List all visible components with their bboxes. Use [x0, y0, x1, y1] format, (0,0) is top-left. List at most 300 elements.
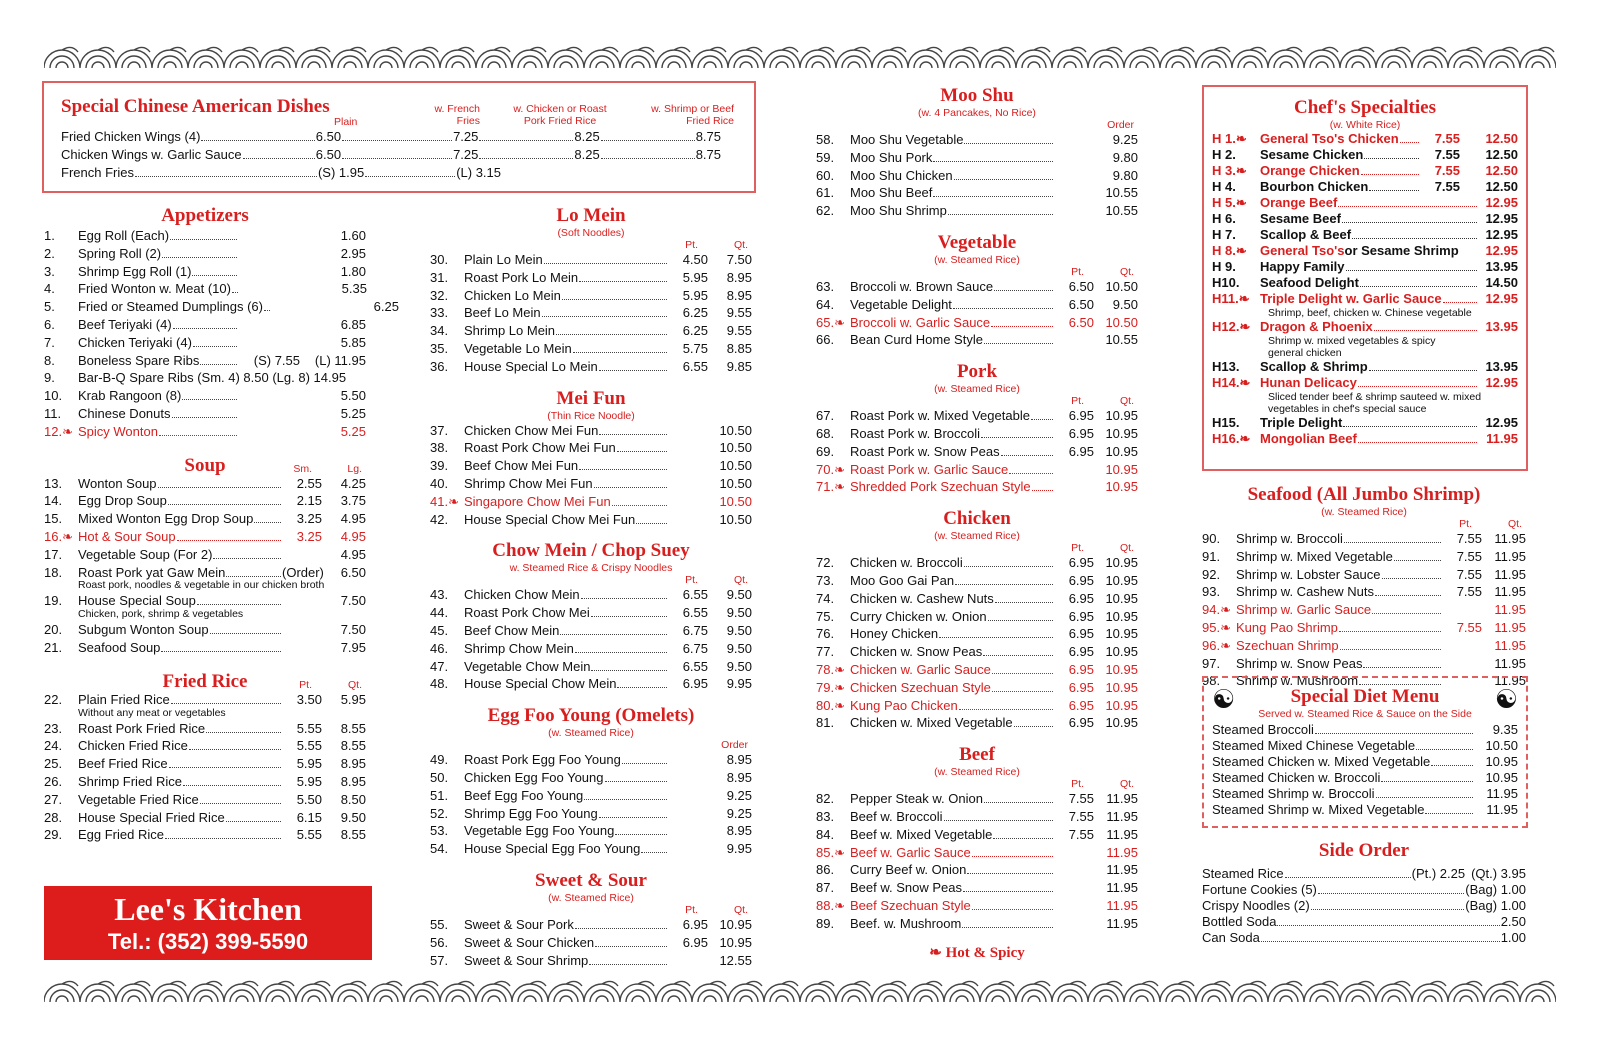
item-price-small: 7.55 [1434, 147, 1460, 162]
diet-item [1212, 786, 1518, 802]
menu-item [430, 586, 752, 604]
dot-leader [1416, 749, 1473, 750]
item-number: 18. [44, 564, 63, 580]
section-title: Moo Shu [940, 85, 1014, 106]
item-price-small: 6.95 [1068, 555, 1094, 571]
menu-item [816, 790, 1138, 808]
price-fries: 7.25 [453, 129, 479, 144]
item-price: 1.80 [340, 263, 366, 279]
item-price: 10.95 [1485, 770, 1518, 785]
item-price: 5.25 [340, 423, 366, 439]
item-list [430, 586, 752, 693]
item-price-small: 7.55 [1434, 179, 1460, 194]
item-name: Shrimp Lo Mein [464, 323, 556, 339]
menu-item [430, 822, 752, 840]
section-title: Pork [956, 361, 998, 383]
item-name: Fried Chicken Wings (4) [61, 129, 201, 144]
item-list [816, 278, 1138, 349]
item-number: H 3.❧ [1212, 163, 1247, 178]
item-name: Roast Pork w. Broccoli [850, 425, 981, 441]
item-number: 83. [816, 808, 835, 824]
price-column-headers [430, 239, 752, 251]
item-name: Chinese Donuts [78, 405, 171, 421]
item-number: 22. [44, 691, 63, 707]
item-name: Hunan Delicacy [1260, 375, 1357, 390]
dot-leader [172, 417, 238, 418]
chef-item [1212, 163, 1518, 179]
item-price: 9.80 [1112, 149, 1138, 165]
item-name: Shrimp Chow Mei Fun [464, 475, 593, 491]
dot-leader [1342, 222, 1477, 223]
item-name: Plain Lo Mein [464, 252, 543, 267]
item-number: 34. [430, 323, 449, 339]
item-number: 73. [816, 572, 835, 588]
item-name: Vegetable Egg Foo Young [464, 823, 615, 839]
dot-leader [1277, 925, 1499, 926]
menu-item [44, 298, 399, 316]
dot-leader [992, 673, 1053, 674]
item-price: 11.95 [1494, 673, 1526, 689]
dot-leader [173, 328, 237, 329]
item-price: 6.50 [340, 564, 366, 580]
item-name: Sweet & Sour Shrimp [464, 952, 589, 968]
item-number: 93. [1202, 584, 1221, 600]
section-subtitle: (w. 4 Pancakes, No Rice) [918, 107, 1036, 119]
item-price-small: 5.95 [296, 756, 322, 772]
price-column-headers [430, 904, 752, 916]
dot-leader [169, 767, 281, 768]
item-number: 47. [430, 658, 449, 674]
item-price: 10.95 [1105, 644, 1138, 660]
item-name: Steamed Rice [1202, 866, 1284, 881]
menu-item [44, 755, 366, 773]
item-name: Bar-B-Q Spare Ribs (Sm. 4) 8.50 (Lg. 8) 14.95 [78, 370, 347, 386]
chili-icon: ❧ [834, 679, 845, 695]
dot-leader [1381, 781, 1473, 782]
item-number: 88.❧ [816, 897, 845, 913]
item-number: 1. [44, 228, 55, 243]
menu-item [430, 916, 752, 934]
item-number: 10. [44, 388, 63, 404]
dot-leader [170, 239, 237, 240]
item-price: 6.85 [340, 316, 366, 332]
price-column-headers [44, 463, 366, 475]
price-column-headers [430, 574, 752, 586]
item-number: 31. [430, 269, 449, 285]
item-price: 10.50 [719, 422, 752, 438]
chef-subtitle: (w. White Rice) [1329, 119, 1401, 131]
menu-item [430, 322, 752, 340]
item-number: H 7. [1212, 227, 1236, 242]
price-header-small: Pt. [1459, 518, 1472, 530]
price-header-large: Qt. [347, 678, 362, 691]
menu-item [816, 131, 1138, 149]
chili-icon: ❧ [1235, 195, 1247, 210]
chili-icon: ❧ [1220, 637, 1231, 653]
item-list [44, 691, 366, 844]
item-number: 12.❧ [44, 423, 73, 439]
item-number: 14. [44, 493, 63, 509]
item-list [1202, 530, 1526, 690]
item-number: 25. [44, 756, 63, 772]
dot-leader [612, 505, 667, 506]
item-name: Shrimp w. Garlic Sauce [1236, 602, 1372, 618]
item-number: 96.❧ [1202, 637, 1231, 653]
item-name: Honey Chicken [850, 626, 939, 642]
item-number: 90. [1202, 531, 1221, 546]
menu-item [816, 554, 1138, 572]
item-name: Szechuan Shrimp [1236, 637, 1339, 653]
item-number: 32. [430, 287, 449, 303]
dot-leader [1369, 190, 1419, 191]
item-number: 95.❧ [1202, 619, 1231, 635]
menu-item [430, 805, 752, 823]
item-price-small: 6.95 [1068, 626, 1094, 642]
item-price: 9.25 [726, 805, 752, 821]
item-name: Beef Teriyaki (4) [78, 316, 172, 332]
dot-leader [589, 964, 667, 965]
dot-leader [972, 856, 1053, 857]
dot-leader [1031, 419, 1053, 420]
item-name: Vegetable Lo Mein [464, 340, 572, 356]
price-plain: 6.50 [315, 146, 342, 162]
dot-leader [984, 802, 1053, 803]
dot-leader [939, 637, 1053, 638]
chili-icon: ❧ [1235, 243, 1247, 258]
item-price: 11.95 [1486, 802, 1518, 817]
menu-item [430, 675, 752, 693]
item-price-small: 5.75 [682, 340, 708, 356]
soup-section [44, 455, 366, 657]
menu-item [44, 510, 366, 528]
menu-item [816, 278, 1138, 296]
section-title: Chow Mein / Chop Suey [492, 540, 690, 562]
item-name: Chicken Teriyaki (4) [78, 334, 192, 350]
dot-leader [1001, 455, 1053, 456]
dot-leader [1346, 270, 1477, 271]
item-price: 12.55 [719, 952, 752, 968]
item-number: 67. [816, 408, 835, 424]
item-price: 8.50 [340, 791, 366, 807]
chili-icon: ❧ [1239, 375, 1251, 390]
menu-item [430, 304, 752, 322]
dot-leader [1338, 206, 1477, 207]
item-price-small: 6.55 [682, 587, 708, 603]
price-header-large: Lg. [347, 462, 362, 475]
item-number: H10. [1212, 275, 1240, 290]
diet-subtitle: Served w. Steamed Rice & Sauce on the Side [1258, 708, 1472, 720]
item-name: Chicken Wings w. Garlic Sauce [61, 146, 242, 162]
chef-item [1212, 375, 1518, 391]
dot-leader [200, 803, 281, 804]
chili-icon: ❧ [1220, 602, 1231, 618]
price-header-large: Order [721, 739, 748, 752]
item-name: Sweet & Sour Chicken [464, 934, 595, 950]
item-name: Beef. w. Mushroom [850, 915, 962, 931]
item-name: Chicken Chow Mei Fun [464, 422, 599, 438]
item-name: Bourbon Chicken [1260, 179, 1369, 194]
price-header-large: Qt. [733, 574, 748, 587]
dot-leader [601, 158, 695, 159]
column-1 [44, 205, 399, 844]
item-number: H 4. [1212, 179, 1236, 194]
chef-figure-icon: ☯ [1212, 684, 1236, 714]
bottom-wave-border [44, 976, 1556, 1004]
item-price: 12.50 [1485, 131, 1518, 146]
item-price-small: 3.25 [296, 511, 322, 527]
dot-leader [991, 326, 1053, 327]
dot-leader [962, 927, 1053, 928]
item-number: 33. [430, 305, 449, 321]
menu-item [44, 316, 366, 334]
price-header-large: Qt. [1119, 542, 1134, 555]
col-rice-header: w. Chicken or Roast Pork Fried Rice [513, 103, 607, 127]
menu-item [816, 167, 1138, 185]
item-name: Triple Delight [1260, 415, 1343, 430]
menu-item [816, 331, 1138, 349]
special-dish-row [61, 128, 737, 146]
price-header-small: Pt. [685, 574, 698, 587]
item-name: Beef Fried Rice [78, 756, 168, 772]
chili-icon: ❧ [1220, 619, 1231, 635]
item-number: H14.❧ [1212, 375, 1251, 390]
dot-leader [171, 703, 281, 704]
item-price: 10.55 [1105, 185, 1138, 201]
section-subtitle: (Soft Noodles) [557, 227, 625, 239]
vegetable-section [816, 232, 1138, 349]
dot-leader [584, 799, 667, 800]
item-price-small: 6.95 [1068, 679, 1094, 695]
item-list [430, 422, 752, 529]
item-price: 10.95 [1105, 608, 1138, 624]
item-list [44, 227, 399, 441]
item-name: Roast Pork Lo Mein [464, 269, 579, 285]
chef-item [1212, 431, 1518, 447]
item-price: (Qt.) 3.95 [1471, 866, 1526, 881]
item-price: 9.50 [726, 587, 752, 603]
chef-specialties-box [1202, 85, 1528, 471]
menu-item [44, 773, 366, 791]
item-number: H 9. [1212, 259, 1236, 274]
item-name: Shrimp Fried Rice [78, 773, 183, 789]
item-name: Chicken Egg Foo Young [464, 769, 604, 785]
item-price: 11.95 [1494, 566, 1526, 582]
dot-leader [1443, 302, 1477, 303]
menu-item [430, 604, 752, 622]
item-number: 81. [816, 715, 835, 731]
dot-leader [1014, 726, 1053, 727]
menu-item [1202, 655, 1526, 673]
french-fries-row [61, 164, 501, 182]
price-column-headers [816, 542, 1138, 554]
item-price: 13.95 [1485, 359, 1518, 374]
item-name: Moo Shu Beef [850, 185, 933, 201]
item-name: Shrimp Chow Mein [464, 640, 574, 656]
dot-leader [560, 634, 667, 635]
restaurant-name: Lee's Kitchen [114, 891, 302, 927]
item-number: 84. [816, 826, 835, 842]
item-price-small: 6.55 [682, 658, 708, 674]
item-number: 48. [430, 676, 449, 692]
dot-leader [933, 161, 1053, 162]
side-order-section [1202, 840, 1526, 946]
menu-item [430, 422, 752, 440]
item-name: Bottled Soda [1202, 914, 1277, 929]
dot-leader [544, 263, 667, 264]
menu-item [1202, 566, 1526, 584]
item-price: 10.50 [719, 475, 752, 491]
menu-item [44, 791, 366, 809]
item-name: Boneless Spare Ribs [78, 352, 200, 368]
chef-item [1212, 179, 1518, 195]
item-number: 75. [816, 608, 835, 624]
item-price: 9.80 [1112, 167, 1138, 183]
menu-item [816, 572, 1138, 590]
diet-item [1212, 802, 1518, 818]
item-price-small: 7.55 [1456, 566, 1482, 582]
item-number: 80.❧ [816, 697, 845, 713]
item-price-small: 5.95 [682, 287, 708, 303]
chili-icon: ❧ [834, 479, 845, 495]
menu-item [816, 314, 1138, 332]
item-price: 10.95 [1105, 715, 1138, 731]
item-price: 7.50 [340, 593, 366, 609]
dot-leader [1311, 909, 1465, 910]
dot-leader [599, 434, 667, 435]
chili-icon: ❧ [62, 528, 73, 544]
item-number: 94.❧ [1202, 602, 1231, 618]
item-price: 9.25 [1112, 132, 1138, 147]
item-note: general chicken [1268, 347, 1342, 359]
item-number: 52. [430, 805, 449, 821]
dot-leader [159, 435, 237, 436]
item-number: 46. [430, 640, 449, 656]
item-price-small: 7.55 [1456, 619, 1482, 635]
item-number: 44. [430, 605, 449, 621]
item-price: 1.00 [1500, 930, 1526, 945]
chef-title: Chef's Specialties [1294, 97, 1436, 118]
item-price-small: 6.50 [1068, 278, 1094, 294]
item-price-small: 6.95 [682, 934, 708, 950]
section-title: Seafood (All Jumbo Shrimp) [1247, 484, 1481, 505]
item-name: Sweet & Sour Pork [464, 916, 574, 932]
item-price: 8.95 [726, 287, 752, 303]
menu-item [1202, 583, 1526, 601]
menu-item [816, 897, 1138, 915]
item-price: 9.55 [726, 323, 752, 339]
price-fries: 7.25 [453, 146, 479, 162]
dot-leader [365, 176, 455, 177]
item-price: 11.95 [1106, 826, 1138, 842]
item-number: 57. [430, 952, 449, 968]
item-name: Roast Pork Egg Foo Young [464, 752, 621, 768]
menu-item [44, 263, 366, 281]
item-name: Subgum Wonton Soup [78, 622, 209, 638]
item-price-small: 6.75 [682, 622, 708, 638]
item-name: Beef w. Broccoli [850, 808, 943, 824]
section-subtitle: w. Steamed Rice & Crispy Noodles [509, 562, 673, 575]
item-price: 8.95 [340, 756, 366, 772]
dot-leader [1352, 238, 1477, 239]
wave-pattern [44, 981, 1556, 1002]
item-note: Shrimp w. mixed vegetables & spicy [1268, 335, 1436, 347]
menu-item [44, 826, 366, 844]
item-name: Moo Shu Shrimp [850, 203, 947, 219]
item-name: House Special Chow Mein [464, 676, 617, 692]
item-name: Fried Wonton w. Meat (10) [78, 281, 231, 297]
item-list [816, 790, 1138, 932]
item-name: Sesame Chicken [1260, 147, 1364, 162]
item-number: 66. [816, 332, 835, 348]
item-name: Spicy Wonton [78, 423, 158, 439]
menu-item [1202, 601, 1526, 619]
item-price: 9.50 [726, 622, 752, 638]
item-name: Pepper Steak w. Onion [850, 791, 983, 807]
item-price: 11.95 [1106, 862, 1138, 878]
item-price-small: 3.25 [296, 528, 322, 544]
diet-item [1212, 754, 1518, 770]
item-number: 55. [430, 916, 449, 932]
item-price: 11.95 [1494, 531, 1526, 546]
item-price-small: 6.95 [1068, 425, 1094, 441]
item-number: 37. [430, 422, 449, 438]
menu-item [816, 915, 1138, 933]
dot-leader [479, 140, 573, 141]
item-name: General Tso's Chicken [1260, 131, 1399, 146]
item-name: Curry Beef w. Onion [850, 862, 967, 878]
item-number: 79.❧ [816, 679, 845, 695]
item-name-extra: or Sesame Shrimp [1344, 243, 1459, 258]
mei-fun-section [430, 388, 752, 529]
price-shrimp: 8.75 [695, 146, 721, 162]
item-price: 4.95 [340, 511, 366, 527]
dot-leader [1400, 142, 1419, 143]
item-number: 53. [430, 823, 449, 839]
item-price-small: 7.55 [1456, 548, 1482, 564]
item-number: 26. [44, 773, 63, 789]
item-price: 12.95 [1485, 195, 1518, 210]
item-price: 9.50 [340, 809, 366, 825]
item-price: 10.95 [1105, 555, 1138, 571]
item-price: 12.95 [1485, 415, 1518, 430]
item-number: 9. [44, 370, 55, 386]
side-item [1202, 866, 1526, 882]
item-name: Plain Fried Rice [78, 691, 170, 707]
chili-icon: ❧ [1235, 163, 1247, 178]
item-price: 8.85 [726, 340, 752, 356]
item-price: 1.60 [340, 228, 366, 243]
item-price: 10.95 [1105, 425, 1138, 441]
item-name: Moo Shu Pork [850, 149, 933, 165]
dot-leader [206, 732, 281, 733]
side-item [1202, 898, 1526, 914]
item-name: Steamed Chicken w. Broccoli [1212, 770, 1381, 785]
item-name: Chicken Lo Mein [464, 287, 561, 303]
item-price: 10.95 [719, 916, 752, 932]
item-name: House Special Egg Foo Young [464, 841, 641, 857]
dot-leader [992, 691, 1053, 692]
menu-item [430, 658, 752, 676]
price-plain: 6.50 [315, 129, 342, 144]
beef-section [816, 744, 1138, 932]
menu-item [816, 202, 1138, 220]
chili-icon: ❧ [929, 944, 942, 961]
item-name: House Special Chow Mei Fun [464, 511, 636, 527]
dot-leader [1364, 158, 1419, 159]
chef-item [1212, 319, 1518, 335]
item-number: 27. [44, 791, 63, 807]
item-price: 10.50 [719, 511, 752, 527]
